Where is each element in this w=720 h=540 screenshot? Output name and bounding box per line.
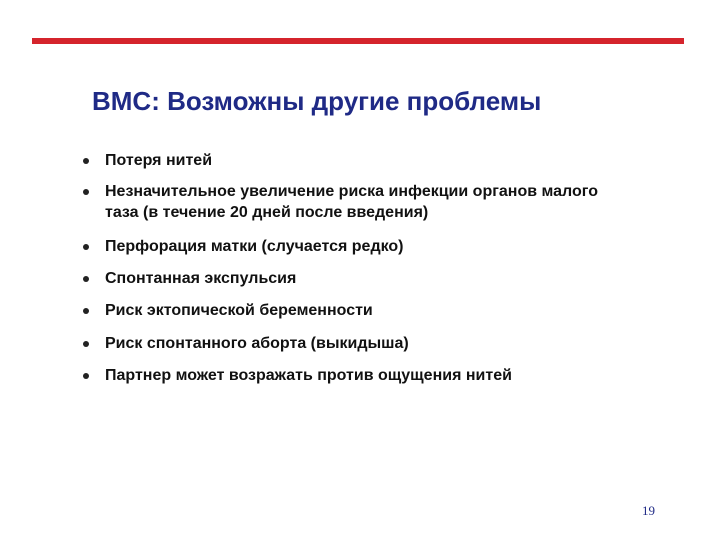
bullet-item xyxy=(83,236,603,257)
bullet-text: Перфорация матки (случается редко) xyxy=(105,238,404,255)
bullet-text: Риск спонтанного аборта (выкидыша) xyxy=(105,335,409,352)
top-accent-rule xyxy=(32,38,684,44)
bullet-dot-icon xyxy=(83,276,89,282)
bullet-item xyxy=(83,333,603,354)
bullet-dot-icon xyxy=(83,244,89,250)
bullet-item xyxy=(83,365,603,386)
bullet-dot-icon xyxy=(83,158,89,164)
bullet-dot-icon xyxy=(83,373,89,379)
bullet-text: Спонтанная экспульсия xyxy=(105,270,297,287)
bullet-dot-icon xyxy=(83,308,89,314)
page-number: 19 xyxy=(642,503,655,518)
bullet-dot-icon xyxy=(83,189,89,195)
bullet-text: Потеря нитей xyxy=(105,152,213,169)
bullet-text: Партнер может возражать против ощущения нитей xyxy=(105,367,512,384)
bullet-dot-icon xyxy=(83,341,89,347)
slide-title: ВМС: Возможны другие проблемы xyxy=(92,86,542,116)
bullet-item xyxy=(83,181,603,223)
bullet-item xyxy=(83,300,603,321)
bullet-text: Риск эктопической беременности xyxy=(105,302,373,319)
bullet-item xyxy=(83,268,603,289)
bullet-item xyxy=(83,150,603,171)
bullet-text: Незначительное увеличение риска инфекции органов малого таза (в течение 20 дней после введения) xyxy=(105,183,598,221)
